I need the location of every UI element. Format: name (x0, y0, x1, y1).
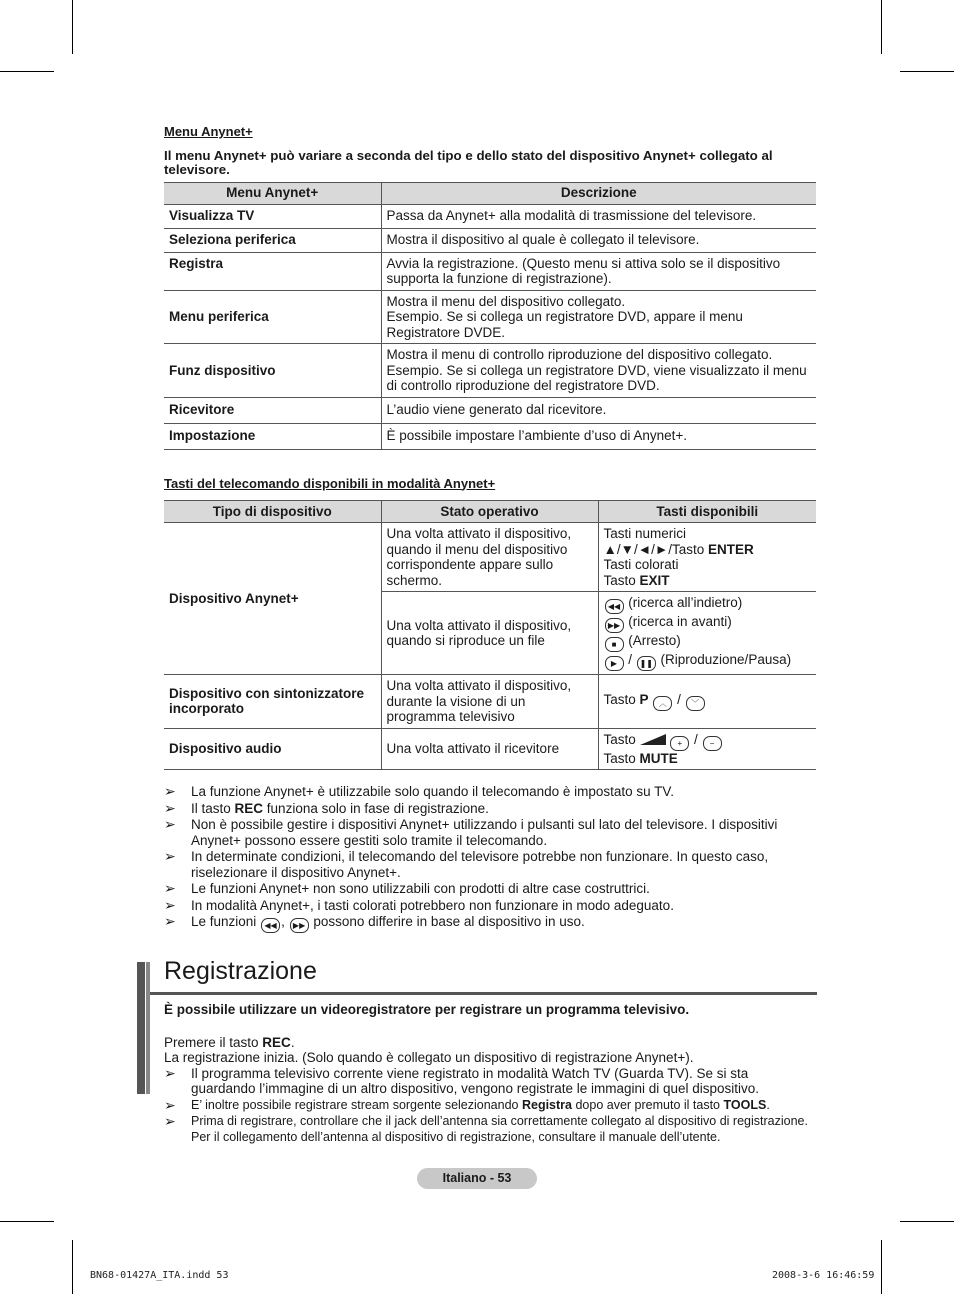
volume-down-icon: − (703, 736, 722, 751)
notes-list (164, 784, 816, 933)
key-name: P (639, 691, 649, 707)
rewind-icon: ◀◀ (261, 918, 280, 933)
section-title-keys: Tasti del telecomando disponibili in modalità Anynet+ (164, 475, 496, 491)
note-text (191, 801, 489, 817)
note-arrow-icon: ➢ (164, 783, 176, 799)
keys-table (164, 500, 816, 770)
keys-line (604, 573, 812, 589)
menu-item-desc: Mostra il dispositivo al quale è collegato il televisore. (381, 228, 816, 252)
table-row (164, 252, 816, 290)
note-item (164, 1114, 816, 1145)
stop-icon: ■ (605, 637, 624, 652)
note-text-part: Il tasto (191, 800, 235, 816)
crop-mark (881, 0, 882, 54)
column-header: Menu Anynet+ (164, 182, 381, 204)
key-name: EXIT (639, 572, 670, 588)
note-arrow-icon: ➢ (164, 1064, 176, 1081)
note-text-part: funziona solo in fase di registrazione. (263, 800, 489, 816)
registrazione-intro: È possibile utilizzare un videoregistratore per registrare un programma televisivo. (164, 1002, 690, 1017)
page-number-badge: Italiano - 53 (417, 1168, 537, 1189)
keys-line: Tasti numerici (603, 526, 687, 541)
keys-line: Tasto + / − (604, 732, 812, 751)
note-item (164, 914, 816, 933)
note-arrow-icon: ➢ (164, 1096, 176, 1113)
menu-item-name: Visualizza TV (164, 204, 381, 228)
table-row (164, 423, 816, 449)
heading-underline (150, 992, 817, 995)
play-icon: ▶ (605, 656, 624, 671)
rewind-icon: ◀◀ (605, 599, 624, 614)
keys-text: Tasto (603, 691, 640, 707)
note-text: Le funzioni ◀◀ , ▶▶ possono differire in base al dispositivo in uso. (191, 914, 585, 933)
menu-item-desc: È possibile impostare l’ambiente d’uso di Anynet+. (381, 423, 816, 449)
key-name: ENTER (707, 541, 754, 557)
note-arrow-icon: ➢ (164, 1113, 176, 1129)
note-arrow-icon: ➢ (164, 913, 176, 929)
keys-line (604, 542, 812, 558)
menu-item-desc (381, 290, 816, 344)
desc-line: Mostra il menu di controllo riproduzione del dispositivo collegato. (386, 347, 773, 362)
operating-state: Una volta attivato il ricevitore (381, 728, 598, 770)
note-text: La funzione Anynet+ è utilizzabile solo quando il telecomando è impostato su TV. (191, 784, 674, 799)
table-row (164, 397, 816, 423)
note-arrow-icon: ➢ (164, 896, 176, 913)
keys-text: Tasto (603, 750, 640, 766)
available-keys: Tasto P ︿ / ﹀ (598, 675, 816, 729)
keys-text: (ricerca in avanti) (624, 614, 732, 629)
menu-item-desc: Avvia la registrazione. (Questo menu si attiva solo se il dispositivo supporta la funzione di registrazione). (381, 252, 816, 290)
menu-item-desc: L’audio viene generato dal ricevitore. (381, 397, 816, 423)
note-text: Prima di registrare, controllare che il jack dell’antenna sia correttamente collegato al dispositivo di registrazione. Per il collegamento dell’antenna al dispositivo di registrazione, consultare il manuale dell’utente. (191, 1114, 808, 1144)
column-header: Stato operativo (381, 501, 598, 523)
key-name: REC (262, 1034, 291, 1050)
note-item (164, 784, 816, 800)
menu-item-desc (381, 344, 816, 398)
column-header: Tasti disponibili (598, 501, 816, 523)
channel-up-icon: ︿ (653, 696, 672, 711)
operating-state: Una volta attivato il dispositivo, quando si riproduce un file (381, 592, 598, 675)
fast-forward-icon: ▶▶ (290, 918, 309, 933)
note-item (164, 881, 816, 897)
table-row (164, 523, 816, 592)
keys-text: ▲/▼/◄/►/Tasto (603, 541, 708, 557)
section-accent-bar (137, 962, 145, 1094)
fast-forward-icon: ▶▶ (605, 618, 624, 633)
menu-table (164, 182, 816, 450)
keys-line (604, 614, 812, 633)
table-row (164, 290, 816, 344)
note-text: In determinate condizioni, il telecomando del televisore potrebbe non funzionare. In questo caso, riselezionare il dispositivo Anynet+. (191, 849, 769, 880)
pause-icon: ❚❚ (637, 656, 656, 671)
volume-up-icon: + (670, 736, 689, 751)
menu-item-name: Registra (164, 252, 381, 290)
instruction-line: Premere il tasto REC. (164, 1034, 295, 1050)
keys-line: ▶ / ❚❚ (Riproduzione/Pausa) (604, 652, 812, 671)
desc-line: Esempio. Se si collega un registratore DVD, viene visualizzato il menu di controllo riproduzione del registratore DVD. (386, 362, 807, 393)
key-name: TOOLS (723, 1097, 767, 1112)
table-row (164, 675, 816, 729)
keys-line (604, 595, 812, 614)
menu-item-name: Menu periferica (164, 290, 381, 344)
note-item (164, 898, 816, 914)
crop-mark (900, 71, 954, 72)
table-row (164, 344, 816, 398)
note-text-part: E’ inoltre possibile registrare stream sorgente selezionando (191, 1097, 522, 1112)
available-keys (598, 728, 816, 770)
keys-line (604, 751, 812, 767)
section-accent-bar (146, 962, 150, 1094)
available-keys (598, 592, 816, 675)
note-text-part: Le funzioni (191, 914, 261, 929)
note-arrow-icon: ➢ (164, 848, 176, 864)
menu-item-name: Funz dispositivo (164, 344, 381, 398)
registrazione-body (164, 1002, 816, 1146)
available-keys (598, 523, 816, 592)
desc-line: Mostra il menu del dispositivo collegato. (386, 293, 626, 309)
note-text: Le funzioni Anynet+ non sono utilizzabili con prodotti di altre case costruttrici. (191, 881, 650, 896)
device-type: Dispositivo con sintonizzatore incorporato (164, 675, 381, 729)
note-text: In modalità Anynet+, i tasti colorati potrebbero non funzionare in modo adeguato. (191, 897, 674, 913)
section-intro: Il menu Anynet+ può variare a seconda del tipo e dello stato del dispositivo Anynet+ collegato al televisore. (164, 147, 773, 177)
crop-mark (72, 1240, 73, 1294)
crop-mark (0, 71, 54, 72)
operating-state: Una volta attivato il dispositivo, quando il menu del dispositivo corrispondente appare sullo schermo. (381, 523, 598, 592)
device-type: Dispositivo Anynet+ (164, 523, 381, 675)
note-arrow-icon: ➢ (164, 880, 176, 896)
table-row (164, 204, 816, 228)
keys-text: (ricerca all’indietro) (624, 595, 743, 610)
menu-item-desc: Passa da Anynet+ alla modalità di trasmissione del televisore. (381, 204, 816, 228)
menu-item-name: Impostazione (164, 423, 381, 449)
note-arrow-icon: ➢ (164, 799, 176, 816)
footer-timestamp: 2008-3-6 16:46:59 (772, 1270, 875, 1281)
crop-mark (900, 1221, 954, 1222)
note-item (164, 801, 816, 817)
table-header-row (164, 501, 816, 523)
instruction-line: La registrazione inizia. (Solo quando è collegato un dispositivo di registrazione Anynet+). (164, 1050, 694, 1065)
footer-file-info: BN68-01427A_ITA.indd 53 (90, 1270, 229, 1281)
crop-mark (72, 0, 73, 54)
keys-text: (Riproduzione/Pausa) (656, 652, 792, 667)
channel-down-icon: ﹀ (686, 696, 705, 711)
keys-text: (Arresto) (624, 633, 681, 648)
operating-state: Una volta attivato il dispositivo, durante la visione di un programma televisivo (381, 675, 598, 729)
key-name: MUTE (639, 750, 678, 766)
column-header: Descrizione (381, 182, 816, 204)
menu-item-name: Ricevitore (164, 397, 381, 423)
key-name: Registra (521, 1097, 572, 1112)
note-text-part: possono differire in base al dispositivo in uso. (309, 914, 585, 929)
note-text: E’ inoltre possibile registrare stream sorgente selezionando Registra dopo aver premuto il tasto TOOLS. (191, 1097, 770, 1112)
main-content (164, 124, 816, 934)
note-text: Non è possibile gestire i dispositivi Anynet+ utilizzando i pulsanti sul lato del televisore. I dispositivi Anynet+ possono essere gestiti solo tramite il telecomando. (191, 817, 778, 848)
column-header: Tipo di dispositivo (164, 501, 381, 523)
note-arrow-icon: ➢ (164, 816, 176, 832)
crop-mark (881, 1240, 882, 1294)
section-heading-registrazione: Registrazione (164, 957, 317, 985)
keys-text: Tasto (603, 572, 640, 588)
table-row (164, 228, 816, 252)
table-row (164, 728, 816, 770)
crop-mark (0, 1221, 54, 1222)
keys-line: Tasti colorati (603, 557, 679, 572)
desc-line: Esempio. Se si collega un registratore DVD, appare il menu Registratore DVDE. (386, 309, 743, 340)
device-type: Dispositivo audio (164, 728, 381, 770)
note-item (164, 849, 816, 880)
note-text-part: dopo aver premuto il tasto (572, 1097, 724, 1112)
note-item (164, 1098, 816, 1114)
key-name: REC (234, 800, 264, 816)
keys-line (604, 633, 812, 652)
section-title-menu: Menu Anynet+ (164, 124, 253, 139)
menu-item-name: Seleziona periferica (164, 228, 381, 252)
note-text: Il programma televisivo corrente viene registrato in modalità Watch TV (Guarda TV). Se si sta guardando l’immagine di un altro dispositivo, vengono registrate le immagini di quel dispositivo. (191, 1065, 760, 1096)
volume-icon (640, 734, 666, 745)
note-item (164, 1066, 816, 1097)
keys-text: Tasto (603, 731, 640, 747)
table-header-row (164, 182, 816, 204)
instruction-text: Premere il tasto (164, 1034, 263, 1050)
note-item (164, 817, 816, 848)
